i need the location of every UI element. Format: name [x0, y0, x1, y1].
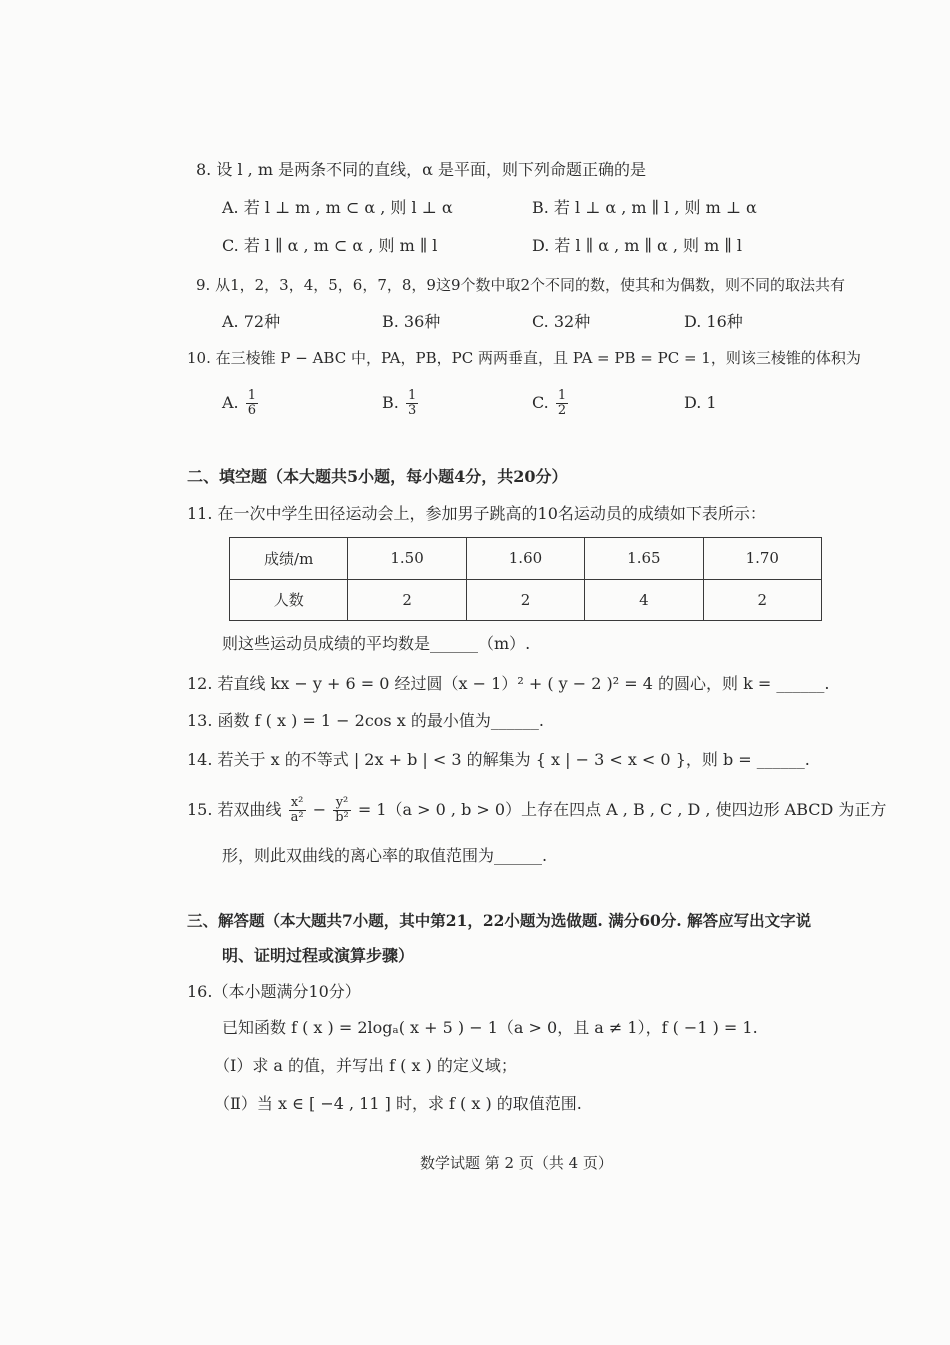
q9-option-b: B. 36种	[382, 312, 441, 331]
q8-option-c: C. 若 l ∥ α , m ⊂ α , 则 m ∥ l	[222, 236, 438, 255]
table-cell: 4	[585, 579, 703, 621]
q9-option-d: D. 16种	[684, 312, 743, 331]
table-cell: 2	[466, 579, 584, 621]
q15-fraction-x	[289, 796, 306, 825]
table-cell: 人数	[230, 579, 348, 621]
q15-minus: −	[312, 800, 327, 819]
q10-a-numerator: 1	[247, 388, 257, 403]
q10-option-a-fraction	[246, 389, 258, 418]
table-cell: 1.50	[348, 538, 466, 580]
q8-option-b: B. 若 l ⊥ α , m ∥ l , 则 m ⊥ α	[532, 198, 757, 217]
q11-score-table	[229, 537, 822, 621]
section3-heading-line2: 明、证明过程或演算步骤）	[222, 946, 415, 965]
q10-a-denominator: 6	[247, 403, 257, 418]
table-cell: 1.70	[703, 538, 821, 580]
q10-option-c	[532, 388, 570, 418]
q8-option-a: A. 若 l ⊥ m , m ⊂ α , 则 l ⊥ α	[222, 198, 453, 217]
q10-b-denominator: 3	[407, 403, 417, 418]
table-cell: 2	[703, 579, 821, 621]
q10-option-c-label: C.	[532, 393, 549, 412]
q8-stem: 8. 设 l , m 是两条不同的直线，α 是平面，则下列命题正确的是	[196, 160, 646, 179]
q11-after: 则这些运动员成绩的平均数是______（m）.	[222, 634, 531, 653]
q15-x-denominator: a²	[290, 810, 304, 825]
q8-option-d: D. 若 l ∥ α , m ∥ α , 则 m ∥ l	[532, 236, 742, 255]
table-cell: 成绩/m	[230, 538, 348, 580]
q15-y-numerator: y²	[333, 796, 351, 811]
q10-stem: 10. 在三棱锥 P − ABC 中，PA，PB，PC 两两垂直，且 PA = PB = PC = 1，则该三棱锥的体积为	[187, 349, 861, 367]
page-footer: 数学试题 第 2 页（共 4 页）	[420, 1154, 613, 1172]
q15-y-denominator: b²	[335, 810, 349, 825]
q10-c-numerator: 1	[557, 388, 567, 403]
q16-head: 16.（本小题满分10分）	[187, 982, 361, 1001]
q10-c-denominator: 2	[557, 403, 567, 418]
q10-option-a-label: A.	[222, 393, 239, 412]
q10-option-b	[382, 388, 420, 418]
q15-pre: 15. 若双曲线	[187, 800, 282, 819]
q10-option-c-fraction	[556, 389, 568, 418]
q10-option-a	[222, 388, 260, 418]
q15-x-numerator: x²	[289, 796, 306, 811]
section2-heading: 二、填空题（本大题共5小题，每小题4分，共20分）	[187, 467, 568, 486]
q16-given: 已知函数 f ( x ) = 2logₐ( x + 5 ) − 1（a > 0，且 a ≠ 1），f ( −1 ) = 1.	[222, 1018, 758, 1037]
table-cell: 1.60	[466, 538, 584, 580]
q15-line2: 形，则此双曲线的离心率的取值范围为______.	[222, 846, 548, 865]
q16-part1: （Ⅰ）求 a 的值，并写出 f ( x ) 的定义域；	[214, 1056, 517, 1075]
q15-line1	[187, 793, 886, 827]
q11-stem: 11. 在一次中学生田径运动会上，参加男子跳高的10名运动员的成绩如下表所示：	[187, 504, 766, 523]
q10-option-b-fraction	[406, 389, 418, 418]
table-row	[230, 579, 822, 621]
q15-post: = 1（a > 0 , b > 0）上存在四点 A , B , C , D , 使四边形 ABCD 为正方	[357, 800, 887, 819]
q12: 12. 若直线 kx − y + 6 = 0 经过圆（x − 1）² + ( y − 2 )² = 4 的圆心，则 k = ______.	[187, 674, 830, 693]
q9-option-c: C. 32种	[532, 312, 591, 331]
q10-option-b-label: B.	[382, 393, 399, 412]
q10-b-numerator: 1	[407, 388, 417, 403]
table-cell: 1.65	[585, 538, 703, 580]
table-cell: 2	[348, 579, 466, 621]
q9-option-a: A. 72种	[222, 312, 281, 331]
section3-heading-line1: 三、解答题（本大题共7小题，其中第21，22小题为选做题. 满分60分. 解答应写出文字说	[187, 911, 812, 930]
table-row	[230, 538, 822, 580]
q15-fraction-y	[333, 796, 351, 825]
q9-stem: 9. 从1，2，3，4，5，6，7，8，9这9个数中取2个不同的数，使其和为偶数，则不同的取法共有	[196, 276, 846, 294]
q13: 13. 函数 f ( x ) = 1 − 2cos x 的最小值为______.	[187, 711, 544, 730]
q10-option-d: D. 1	[684, 393, 717, 412]
q14: 14. 若关于 x 的不等式 | 2x + b | < 3 的解集为 { x | − 3 < x < 0 }，则 b = ______.	[187, 750, 810, 769]
q16-part2: （Ⅱ）当 x ∈ [ −4 , 11 ] 时，求 f ( x ) 的取值范围.	[214, 1094, 582, 1113]
